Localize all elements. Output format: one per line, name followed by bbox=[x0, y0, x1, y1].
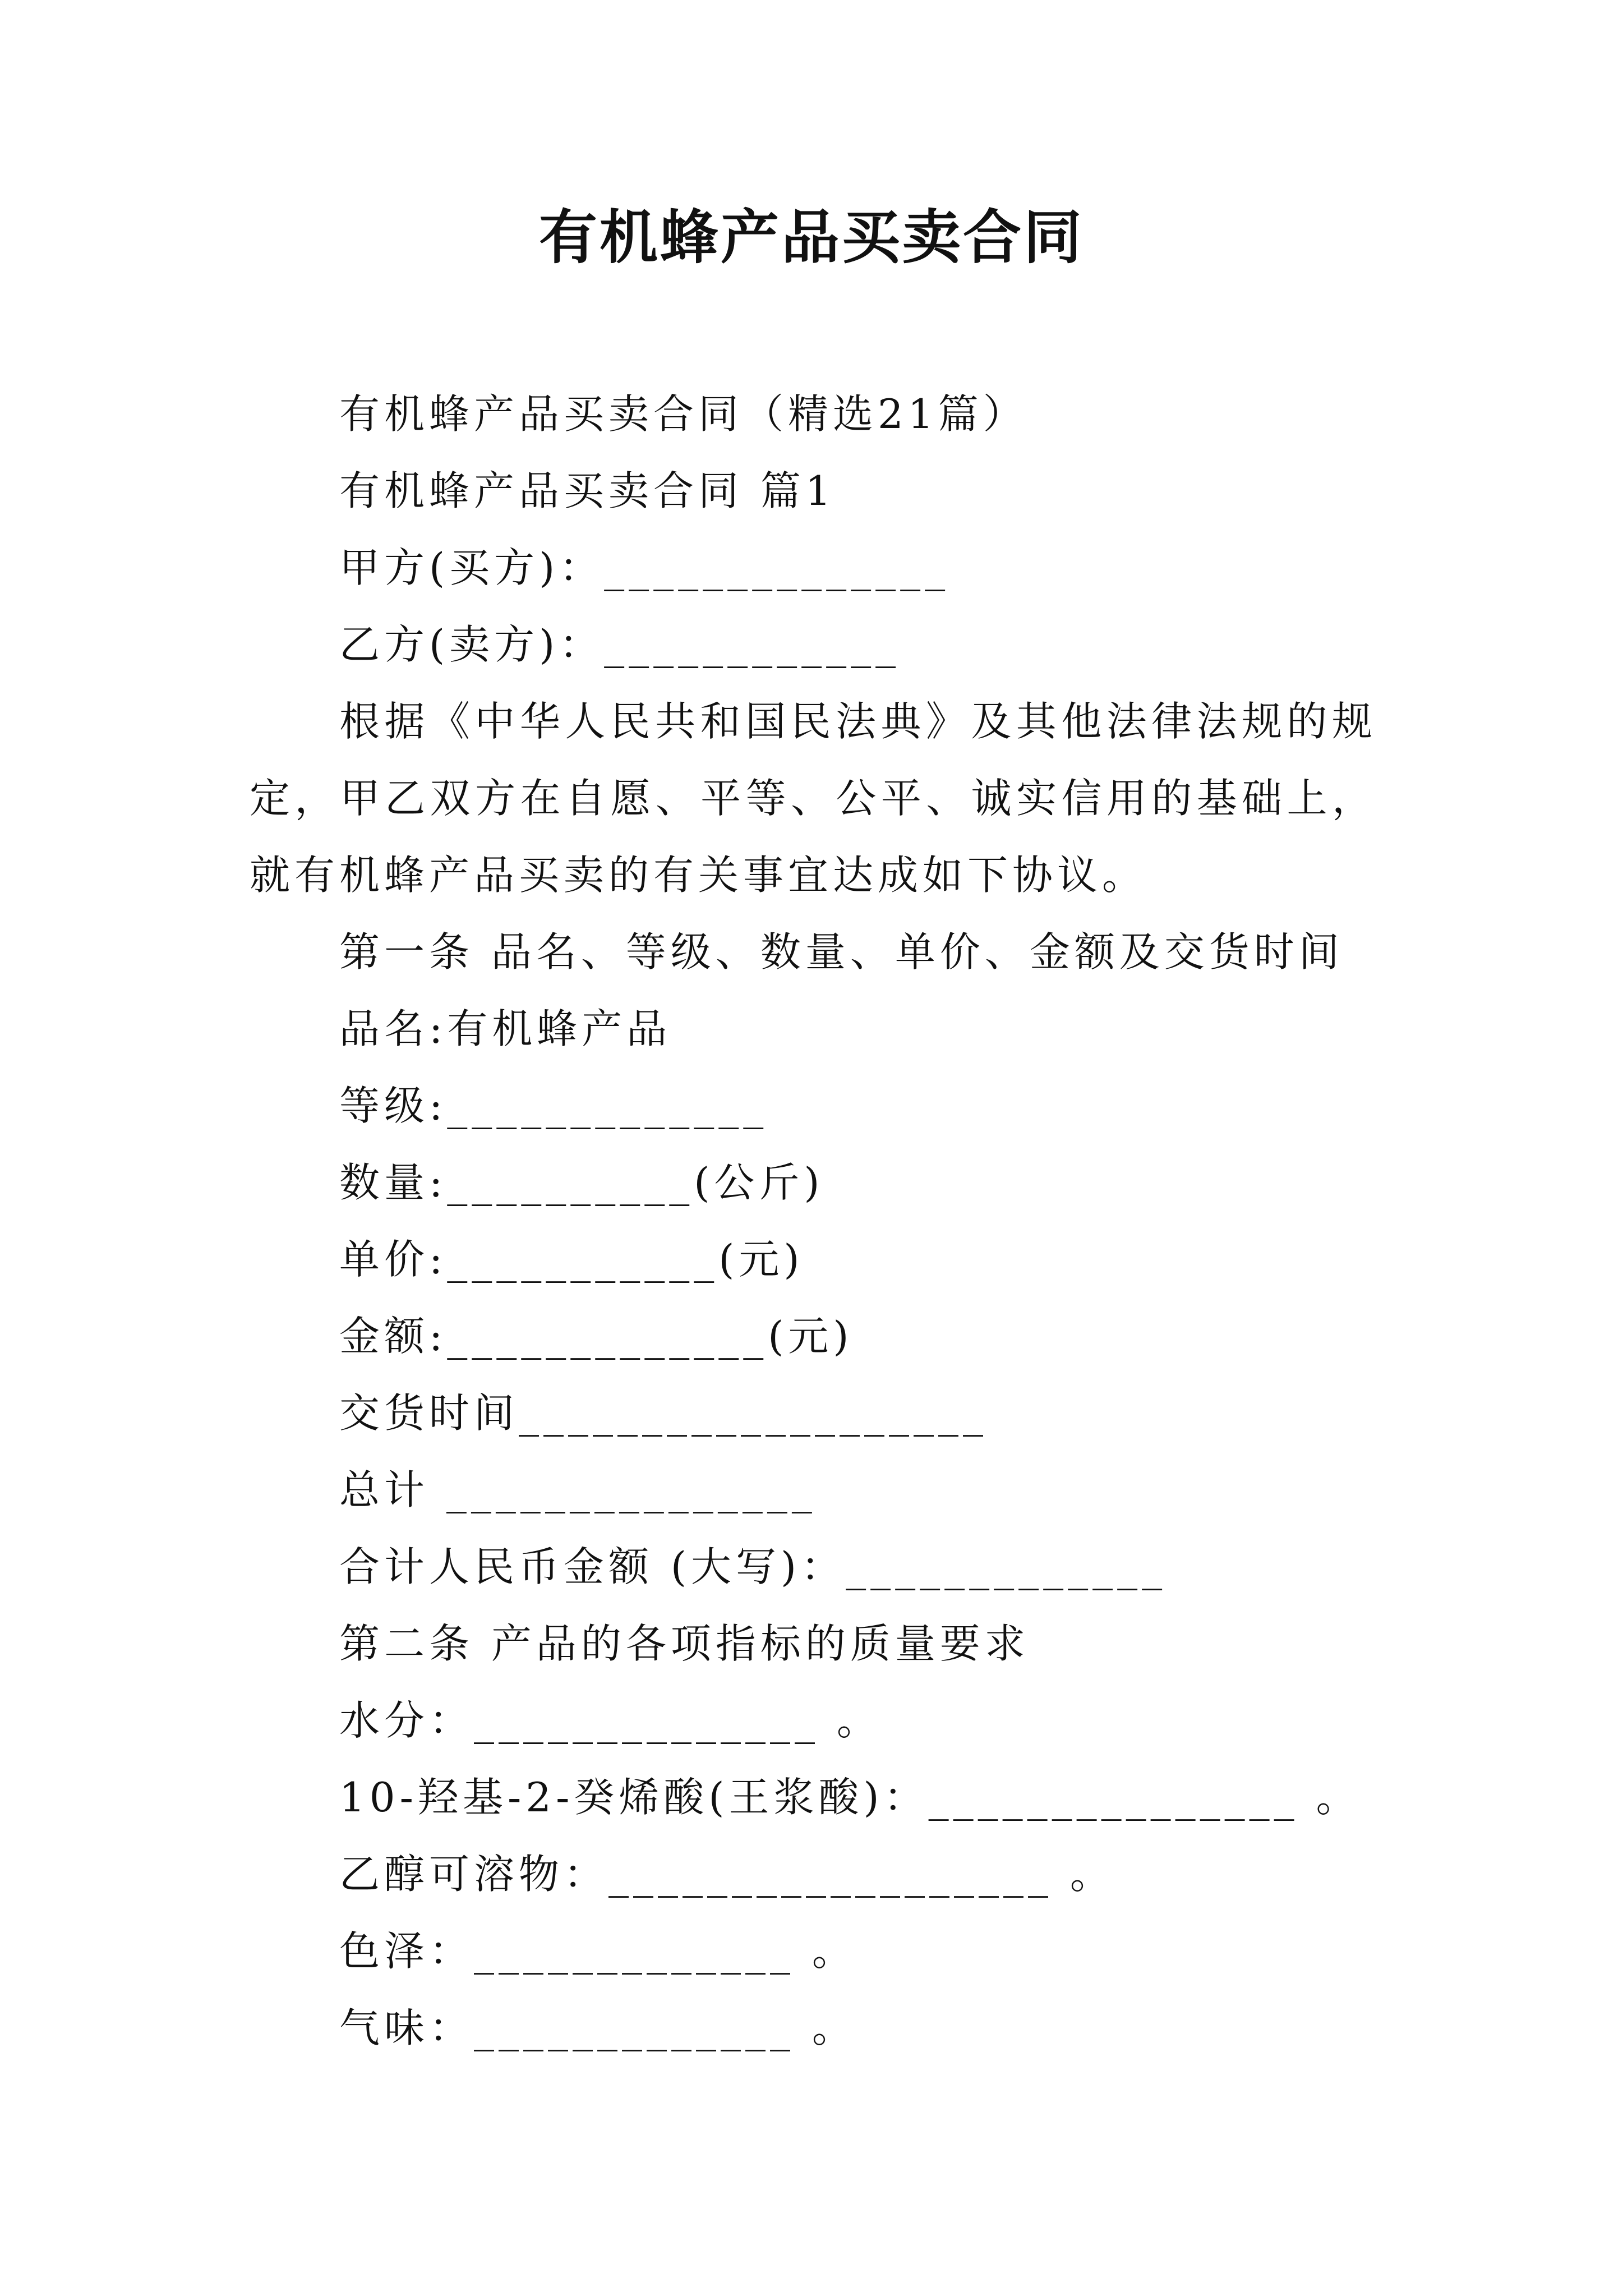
ethanol-soluble-line: 乙醇可溶物：__________________ 。 bbox=[339, 1851, 1115, 1898]
document-body bbox=[250, 376, 1377, 2067]
party-a-line: 甲方(买方)：______________ bbox=[339, 544, 950, 591]
article-two-heading: 第二条 产品的各项指标的质量要求 bbox=[339, 1620, 1030, 1667]
grade-line: 等级:_____________ bbox=[339, 1082, 768, 1129]
product-name-line: 品名:有机蜂产品 bbox=[339, 1005, 672, 1052]
moisture-line: 水分：______________ 。 bbox=[339, 1697, 882, 1744]
hda-line: 10-羟基-2-癸烯酸(王浆酸)：_______________ 。 bbox=[339, 1774, 1361, 1821]
subtitle-line: 有机蜂产品买卖合同（精选21篇） bbox=[339, 390, 1028, 438]
quantity-line: 数量:__________(公斤) bbox=[339, 1159, 824, 1206]
unit-price-line: 单价:___________(元) bbox=[339, 1236, 804, 1283]
total-rmb-line: 合计人民币金额 (大写)：_____________ bbox=[339, 1543, 1167, 1590]
total-line: 总计 _______________ bbox=[339, 1466, 817, 1513]
delivery-time-line: 交货时间___________________ bbox=[339, 1389, 988, 1437]
section-heading: 有机蜂产品买卖合同 篇1 bbox=[339, 467, 836, 514]
article-one-heading: 第一条 品名、等级、数量、单价、金额及交货时间 bbox=[339, 928, 1344, 976]
party-b-line: 乙方(卖方)：____________ bbox=[339, 621, 901, 668]
color-line: 色泽：_____________ 。 bbox=[339, 1927, 857, 1975]
preamble-paragraph: 根据《中华人民共和国民法典》及其他法律法规的规定，甲乙双方在自愿、平等、公平、诚实信用的基础上，就有机蜂产品买卖的有关事宜达成如下协议。 bbox=[250, 698, 1377, 899]
amount-line: 金额:_____________(元) bbox=[339, 1313, 854, 1360]
document-title: 有机蜂产品买卖合同 bbox=[538, 203, 1084, 272]
odor-line: 气味：_____________ 。 bbox=[339, 2004, 857, 2051]
